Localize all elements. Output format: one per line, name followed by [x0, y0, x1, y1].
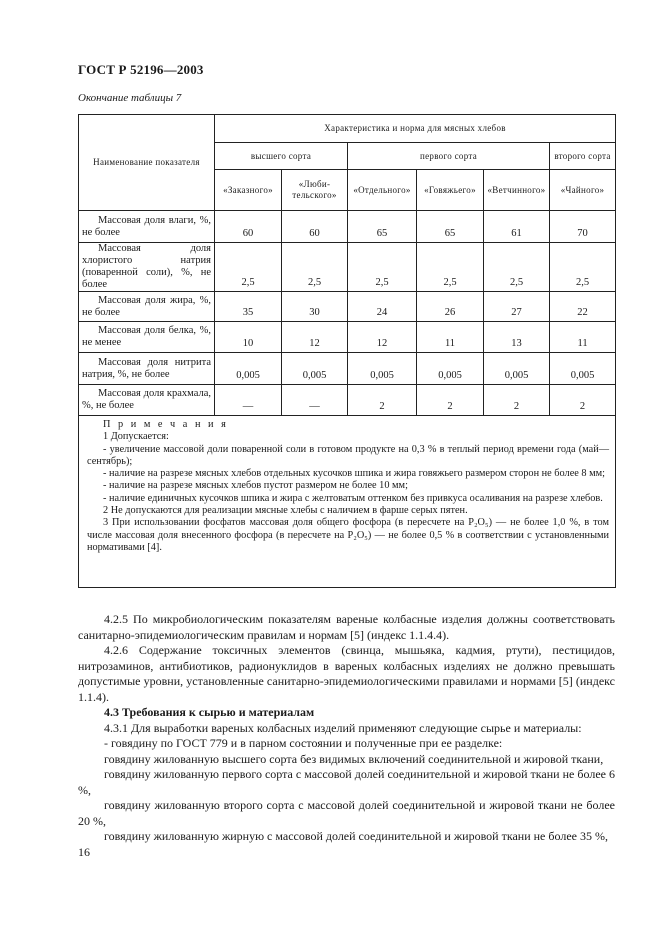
- note-3: 3 При использовании фосфатов массовая доля общего фосфора (в пересчете на P₂O₅) — не более 1,0 %, в том числе массовая доля внесенного фосфора (в пересчете на P₂O₅) — не более 0,5 % в соответствии с установленными нормативами [4].: [87, 517, 610, 553]
- row-name: Массовая доля влаги, %, не более: [79, 211, 215, 243]
- list-item: говядину жилованную первого сорта с массовой долей соединительной и жировой ткани не более 6 %,: [78, 767, 615, 797]
- cell-value: 70: [550, 211, 616, 243]
- product-header: «Заказного»: [215, 170, 282, 211]
- cell-value: 2: [550, 385, 616, 416]
- cell-value: 27: [484, 292, 550, 322]
- cell-value: 22: [550, 292, 616, 322]
- cell-value: 13: [484, 322, 550, 353]
- list-item: говядину жилованную жирную с массовой долей соединительной и жировой ткани не более 35 %,: [104, 829, 608, 843]
- cell-value: —: [215, 385, 282, 416]
- cell-value: 0,005: [348, 353, 417, 385]
- row-name: Массовая доля жира, %, не более: [79, 292, 215, 322]
- cell-value: 60: [215, 211, 282, 243]
- indicator-name-header: Наименование показателя: [79, 115, 215, 211]
- table-row: [79, 243, 616, 292]
- note-1d: - наличие единичных кусочков шпика и жира с желтоватым оттенком без привкуса осаливания на разрезе хлебов.: [103, 492, 603, 504]
- cell-value: 10: [215, 322, 282, 353]
- cell-value: 65: [417, 211, 484, 243]
- note-2: 2 Не допускаются для реализации мясные хлебы с наличием в фарше серых пятен.: [103, 505, 468, 517]
- cell-value: 35: [215, 292, 282, 322]
- notes-title: П р и м е ч а н и я: [103, 419, 229, 430]
- cell-value: 0,005: [550, 353, 616, 385]
- list-item: - говядину по ГОСТ 779 и в парном состоянии и полученные при ее разделке:: [104, 736, 503, 750]
- cell-value: 2,5: [282, 243, 348, 292]
- row-name: Массовая доля белка, %, не менее: [79, 322, 215, 353]
- note-1c: - наличие на разрезе мясных хлебов пустот размером не более 10 мм;: [103, 480, 408, 492]
- product-header: «Отдельного»: [348, 170, 417, 211]
- row-name: Массовая доля нитрита натрия, %, не более: [79, 353, 215, 385]
- table-row: [79, 322, 616, 353]
- list-item: говядину жилованную высшего сорта без видимых включений соединительной и жировой ткани,: [104, 751, 604, 766]
- cell-value: 2,5: [215, 243, 282, 292]
- cell-value: 65: [348, 211, 417, 243]
- cell-value: —: [282, 385, 348, 416]
- cell-value: 11: [417, 322, 484, 353]
- table-notes: [79, 416, 616, 588]
- grade-header-second: второго сорта: [550, 143, 616, 170]
- cell-value: 60: [282, 211, 348, 243]
- note-1a: - увеличение массовой доли поваренной соли в готовом продукте на 0,3 % в теплый период времени года (май—сентябрь);: [87, 443, 610, 467]
- cell-value: 30: [282, 292, 348, 322]
- note-1b: - наличие на разрезе мясных хлебов отдельных кусочков шпика и жира говяжьего размером сторон не более 8 мм;: [103, 468, 606, 480]
- cell-value: 2,5: [348, 243, 417, 292]
- cell-value: 61: [484, 211, 550, 243]
- table-caption: Окончание таблицы 7: [78, 92, 182, 104]
- table-row: [79, 292, 616, 322]
- product-header: «Люби-тельского»: [282, 170, 348, 211]
- grade-header-top: высшего сорта: [215, 143, 348, 170]
- cell-value: 2,5: [484, 243, 550, 292]
- body-text: [78, 612, 615, 845]
- clause-4-2-5: 4.2.5 По микробиологическим показателям вареные колбасные изделия должны соответствовать санитарно-эпидемиологическим правилам и нормам [5] (индекс 1.1.4.4).: [78, 612, 615, 642]
- page-number: 16: [78, 845, 90, 859]
- cell-value: 2: [417, 385, 484, 416]
- table-7: [78, 114, 616, 588]
- document-code: ГОСТ Р 52196—2003: [78, 62, 204, 77]
- cell-value: 11: [550, 322, 616, 353]
- cell-value: 2,5: [550, 243, 616, 292]
- table-row: [79, 385, 616, 416]
- cell-value: 12: [282, 322, 348, 353]
- cell-value: 0,005: [417, 353, 484, 385]
- cell-value: 0,005: [484, 353, 550, 385]
- table-row: [79, 211, 616, 243]
- cell-value: 0,005: [215, 353, 282, 385]
- row-name: Массовая доля крахмала, %, не более: [79, 385, 215, 416]
- clause-4-3-1: 4.3.1 Для выработки вареных колбасных изделий применяют следующие сырье и материалы:: [104, 720, 582, 735]
- section-heading-4-3: 4.3 Требования к сырью и материалам: [104, 705, 315, 719]
- row-name: Массовая доля хлористого натрия (поваренной соли), %, не более: [79, 243, 215, 292]
- group-header: Характеристика и норма для мясных хлебов: [215, 115, 616, 143]
- list-item: говядину жилованную второго сорта с массовой долей соединительной и жировой ткани не более 20 %,: [78, 798, 615, 828]
- cell-value: 2: [348, 385, 417, 416]
- product-header: «Чайного»: [550, 170, 616, 211]
- cell-value: 2: [484, 385, 550, 416]
- note-1: 1 Допускается:: [103, 431, 169, 443]
- cell-value: 24: [348, 292, 417, 322]
- clause-4-2-6: 4.2.6 Содержание токсичных элементов (свинца, мышьяка, кадмия, ртути), пестицидов, нитрозаминов, антибиотиков, радионуклидов в вареных колбасных изделиях не должно превышать допустимые уровни, установленные санитарно-эпидемиологическими правилами и нормами [5] (индекс 1.1.4).: [78, 643, 615, 704]
- table-row: [79, 353, 616, 385]
- grade-header-first: первого сорта: [348, 143, 550, 170]
- cell-value: 26: [417, 292, 484, 322]
- cell-value: 2,5: [417, 243, 484, 292]
- product-header: «Говяжьего»: [417, 170, 484, 211]
- cell-value: 12: [348, 322, 417, 353]
- cell-value: 0,005: [282, 353, 348, 385]
- product-header: «Ветчинного»: [484, 170, 550, 211]
